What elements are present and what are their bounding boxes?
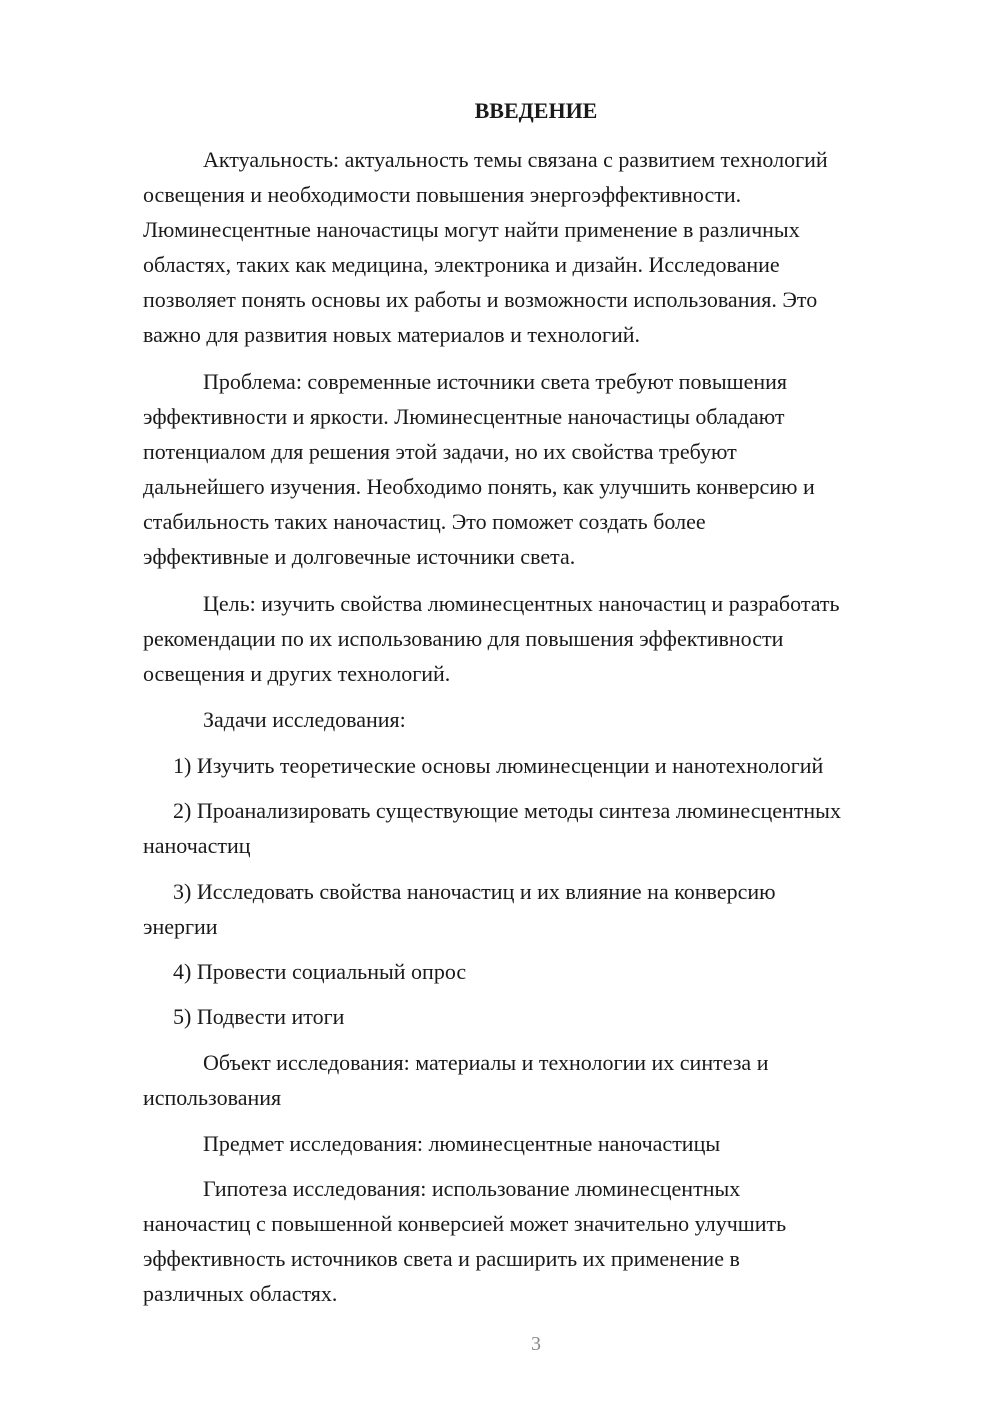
problem-paragraph — [143, 364, 927, 574]
text-line: эффективности и яркости. Люминесцентные наночастицы обладают — [143, 404, 785, 429]
relevance-paragraph — [143, 142, 927, 352]
page-number: 3 — [531, 1333, 541, 1355]
text-line: дальнейшего изучения. Необходимо понять, как улучшить конверсию и — [143, 474, 815, 499]
text-line: энергии — [143, 914, 218, 939]
text-line: эффективные и долговечные источники света. — [143, 544, 576, 569]
text-line: Актуальность: актуальность темы связана с развитием технологий — [203, 147, 828, 172]
text-line: 1) Изучить теоретические основы люминесценции и нанотехнологий — [173, 753, 824, 778]
text-line: использования — [143, 1085, 282, 1110]
text-line: 3) Исследовать свойства наночастиц и их влияние на конверсию — [173, 879, 776, 904]
text-line: освещения и других технологий. — [143, 661, 451, 686]
subject-paragraph — [143, 1126, 927, 1161]
text-line: Предмет исследования: люминесцентные наночастицы — [203, 1131, 721, 1156]
hypothesis-paragraph — [143, 1171, 927, 1311]
text-line: 5) Подвести итоги — [173, 1004, 345, 1029]
text-line: различных областях. — [143, 1281, 338, 1306]
text-line: Люминесцентные наночастицы могут найти применение в различных — [143, 217, 800, 242]
task-item-2 — [143, 793, 927, 863]
text-line: 4) Провести социальный опрос — [173, 959, 467, 984]
text-line: позволяет понять основы их работы и возможности использования. Это — [143, 287, 818, 312]
text-line: освещения и необходимости повышения энергоэффективности. — [143, 182, 742, 207]
text-line: стабильность таких наночастиц. Это поможет создать более — [143, 509, 706, 534]
text-line: областях, таких как медицина, электроника и дизайн. Исследование — [143, 252, 780, 277]
object-paragraph — [143, 1045, 927, 1115]
text-line: наночастиц с повышенной конверсией может значительно улучшить — [143, 1211, 787, 1236]
tasks-heading — [143, 702, 927, 737]
text-line: рекомендации по их использованию для повышения эффективности — [143, 626, 784, 651]
page-title: ВВЕДЕНИЕ — [474, 98, 598, 123]
task-item-4 — [143, 954, 927, 989]
text-line: потенциалом для решения этой задачи, но их свойства требуют — [143, 439, 737, 464]
text-line: 2) Проанализировать существующие методы синтеза люминесцентных — [173, 798, 841, 823]
text-line: важно для развития новых материалов и технологий. — [143, 322, 641, 347]
text-line: Задачи исследования: — [203, 707, 406, 732]
text-line: Проблема: современные источники света требуют повышения — [203, 369, 787, 394]
text-line: эффективность источников света и расширить их применение в — [143, 1246, 740, 1271]
text-line: Цель: изучить свойства люминесцентных наночастиц и разработать — [203, 591, 840, 616]
task-item-1 — [143, 748, 927, 783]
text-line: Объект исследования: материалы и технологии их синтеза и — [203, 1050, 769, 1075]
task-item-3 — [143, 874, 927, 944]
goal-paragraph — [143, 586, 927, 691]
task-item-5 — [143, 999, 927, 1034]
text-line: Гипотеза исследования: использование люминесцентных — [203, 1176, 741, 1201]
text-line: наночастиц — [143, 833, 251, 858]
